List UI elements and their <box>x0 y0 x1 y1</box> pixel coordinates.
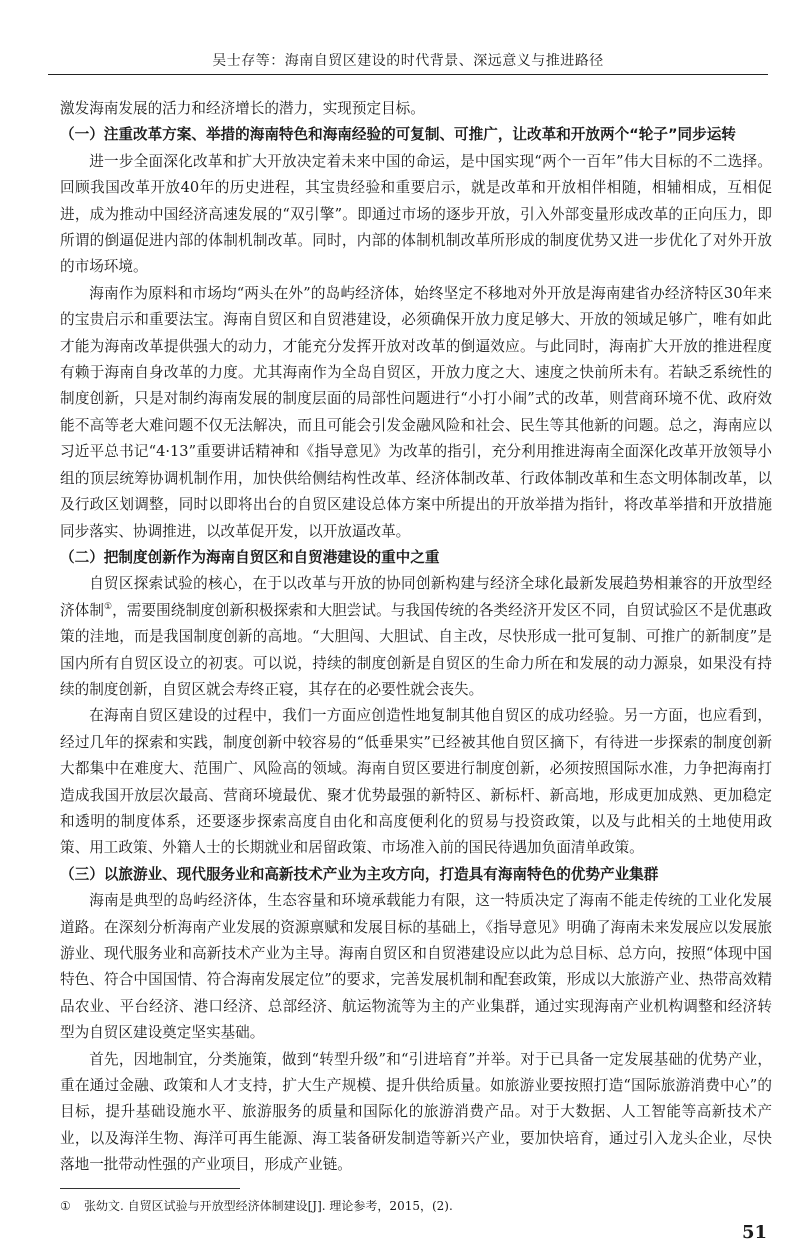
section-heading-1: （一）注重改革方案、举措的海南特色和海南经验的可复制、可推广，让改革和开放两个“轮子”同步运转 <box>60 126 736 144</box>
paragraph-reform-opening: 进一步全面深化改革和扩大开放决定着未来中国的命运，是中国实现“两个一百年”伟大目标的不二选择。回顾我国改革开放40年的历史进程，其宝贵经验和重要启示，就是改革和开放相伴相随，相辅相成，互相促进，成为推动中国经济高速发展的“双引擎”。即通过市场的逐步开放，引入外部变量形成改革的正向压力，即所谓的倒逼促进内部的体制机制改革。同时，内部的体制机制改革所形成的制度优势又进一步优化了对外开放的市场环境。 <box>60 152 772 276</box>
page-number: 51 <box>741 1222 767 1243</box>
paragraph-institutional-innovation <box>60 571 772 703</box>
paragraph-continuation: 激发海南发展的活力和经济增长的潜力，实现预定目标。 <box>60 100 425 117</box>
paragraph-part-a: 自贸区探索试验的核心，在于以改革与开放的协同创新构建与经济全球化最新发展趋势相兼容的开放型经济体制 <box>60 575 772 619</box>
paragraph-ftz-construction: 在海南自贸区建设的过程中，我们一方面应创造性地复制其他自贸区的成功经验。另一方面，也应看到，经过几年的探索和实践，制度创新中较容易的“低垂果实”已经被其他自贸区摘下，有待进一步探索的制度创新大都集中在难度大、范围广、风险高的领域。海南自贸区要进行制度创新，必须按照国际水准，力争把海南打造成我国开放层次最高、营商环境最优、聚才优势最强的新特区、新标杆、新高地，形成更加成熟、更加稳定和透明的制度体系，还要逐步探索高度自由化和高度便利化的贸易与投资政策，以及与此相关的土地使用政策、用工政策、外籍人士的长期就业和居留政策、市场准入前的国民待遇加负面清单政策。 <box>60 707 772 857</box>
footnote-mark: ① <box>60 1199 71 1213</box>
paragraph-industry-upgrade: 首先，因地制宜，分类施策，做到“转型升级”和“引进培育”并举。对于已具备一定发展基础的优势产业，重在通过金融、政策和人才支持，扩大生产规模、提升供给质量。如旅游业要按照打造“国际旅游消费中心”的目标，提升基础设施水平、旅游服务的质量和国际化的旅游消费产品。对于大数据、人工智能等高新技术产业，以及海洋生物、海洋可再生能源、海工装备研发制造等新兴产业，要加快培育，通过引入龙头企业，尽快落地一批带动性强的产业项目，形成产业链。 <box>60 1050 772 1174</box>
footnote <box>60 1198 772 1214</box>
paragraph-island-economy: 海南是典型的岛屿经济体，生态容量和环境承载能力有限，这一特质决定了海南不能走传统的工业化发展道路。在深刻分析海南产业发展的资源禀赋和发展目标的基础上，《指导意见》明确了海南未来发展应以发展旅游业、现代服务业和高新技术产业为主导。海南自贸区和自贸港建设应以此为总目标、总方向，按照“体现中国特色、符合中国国情、符合海南发展定位”的要求，完善发展机制和配套政策，形成以大旅游产业、热带高效精品农业、平台经济、港口经济、总部经济、航运物流等为主的产业集群，通过实现海南产业机构调整和经济转型为自贸区建设奠定坚实基础。 <box>60 892 772 1042</box>
running-header: 吴士存等：海南自贸区建设的时代背景、深远意义与推进路径 <box>212 53 604 69</box>
footnote-reference[interactable]: ① <box>104 601 113 612</box>
footnote-rule <box>60 1188 240 1189</box>
header-rule <box>48 74 768 75</box>
article-body <box>60 96 772 1179</box>
section-heading-2: （二）把制度创新作为海南自贸区和自贸港建设的重中之重 <box>60 548 440 566</box>
section-heading-3: （三）以旅游业、现代服务业和高新技术产业为主攻方向，打造具有海南特色的优势产业集群 <box>60 865 659 883</box>
footnote-text: 张幼文. 自贸区试验与开放型经济体制建设[J]. 理论参考，2015，(2). <box>84 1199 453 1213</box>
paragraph-part-b: ，需要围绕制度创新积极探索和大胆尝试。与我国传统的各类经济开发区不同，自贸试验区不是优惠政策的洼地，而是我国制度创新的高地。“大胆闯、大胆试、自主改，尽快形成一批可复制、可推广的新制度”是国内所有自贸区设立的初衷。可以说，持续的制度创新是自贸区的生命力所在和发展的动力源泉，如果没有持续的制度创新，自贸区就会寿终正寝，其存在的必要性就会丧失。 <box>60 601 772 698</box>
paragraph-hainan-opening: 海南作为原料和市场均“两头在外”的岛屿经济体，始终坚定不移地对外开放是海南建省办经济特区30年来的宝贵启示和重要法宝。海南自贸区和自贸港建设，必须确保开放力度足够大、开放的领域足够广，唯有如此才能为海南改革提供强大的动力，才能充分发挥开放对改革的倒逼效应。与此同时，海南扩大开放的推进程度有赖于海南自身改革的力度。尤其海南作为全岛自贸区，开放力度之大、速度之快前所未有。若缺乏系统性的制度创新，只是对制约海南发展的制度层面的局部性问题进行“小打小闹”式的改革，则营商环境不优、政府效能不高等老大难问题不仅无法解决，而且可能会引发金融风险和社会、民生等其他新的问题。总之，海南应以习近平总书记“4·13”重要讲话精神和《指导意见》为改革的指引，充分利用推进海南全面深化改革开放领导小组的顶层统筹协调机制作用，加快供给侧结构性改革、经济体制改革、行政体制改革和生态文明体制改革，以及行政区划调整，同时以即将出台的自贸区建设总体方案中所提出的开放举措为指针，将改革举措和开放措施同步落实、协调推进，以改革促开发，以开放逼改革。 <box>60 284 772 540</box>
